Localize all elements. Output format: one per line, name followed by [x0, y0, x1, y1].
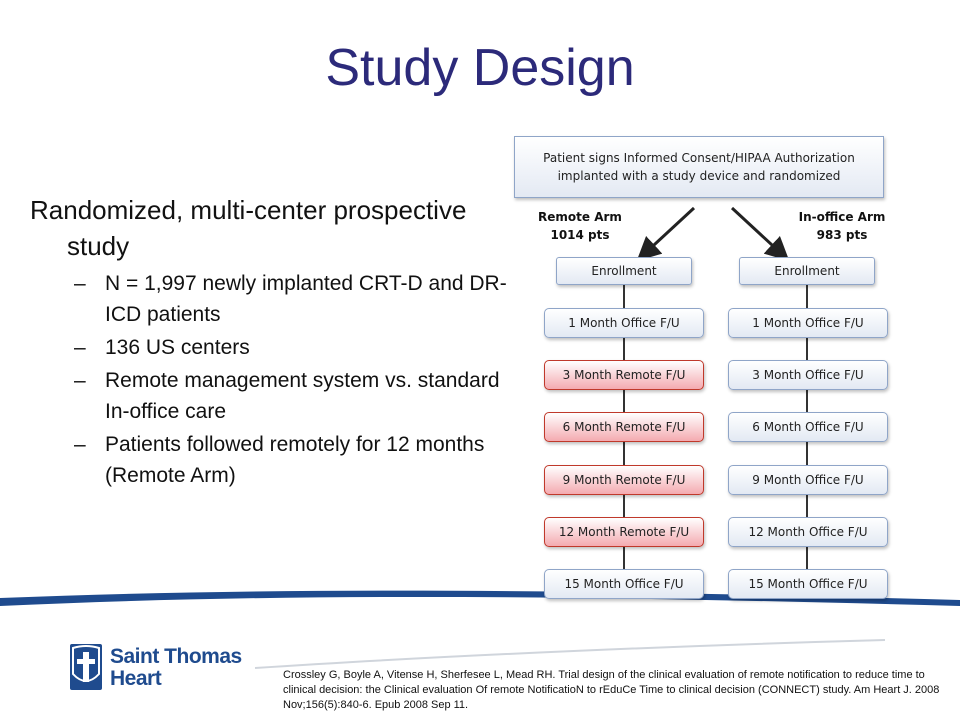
- office-node-9-month: 9 Month Office F/U: [728, 465, 888, 495]
- remote-node-enrollment: Enrollment: [556, 257, 692, 285]
- office-node-15-month: 15 Month Office F/U: [728, 569, 888, 599]
- remote-node-12-month: 12 Month Remote F/U: [544, 517, 704, 547]
- sub-bullet-text: Patients followed remotely for 12 months (Remote Arm): [105, 433, 485, 487]
- remote-node-1-month: 1 Month Office F/U: [544, 308, 704, 338]
- office-node-6-month: 6 Month Office F/U: [728, 412, 888, 442]
- office-node-3-month: 3 Month Office F/U: [728, 360, 888, 390]
- logo-text-line2: Heart: [110, 667, 162, 690]
- bullet-dash: –: [74, 369, 86, 392]
- page-title: Study Design: [325, 39, 635, 97]
- office-arm-label: [782, 208, 902, 244]
- arrow-to-remote-arm: [641, 208, 694, 257]
- logo-text-line1: Saint Thomas: [110, 645, 242, 668]
- office-node-12-month: 12 Month Office F/U: [728, 517, 888, 547]
- bullet-dash: –: [74, 272, 86, 295]
- remote-arm-name: Remote Arm: [538, 210, 622, 224]
- sub-bullet-text: N = 1,997 newly implanted CRT-D and DR-ICD patients: [105, 272, 507, 326]
- consent-line: implanted with a study device and randomized: [557, 169, 841, 183]
- remote-arm-label: [520, 208, 640, 244]
- saint-thomas-logo: [70, 642, 250, 692]
- remote-node-3-month: 3 Month Remote F/U: [544, 360, 704, 390]
- consent-line: Patient signs Informed Consent/HIPAA Authorization: [543, 151, 855, 165]
- arrow-to-office-arm: [732, 208, 785, 257]
- office-node-enrollment: Enrollment: [739, 257, 875, 285]
- bullet-dash: –: [74, 433, 86, 456]
- sub-bullet-text: Remote management system vs. standard In-office care: [105, 369, 500, 423]
- cross-icon: [70, 644, 102, 690]
- remote-node-6-month: 6 Month Remote F/U: [544, 412, 704, 442]
- sub-bullet-text: 136 US centers: [105, 336, 250, 359]
- remote-node-9-month: 9 Month Remote F/U: [544, 465, 704, 495]
- office-arm-count: 983 pts: [816, 228, 868, 242]
- citation: Crossley G, Boyle A, Vitense H, Sherfesee L, Mead RH. Trial design of the clinical evaluation of remote notification to reduce time to clinical decision: the Clinical evaluation Of remote NotificatioN to rEduCe Time to clinical decision (CONNECT) study. Am Heart J. 2008 Nov;156(5):840-6. Epub 2008 Sep 11.: [283, 669, 940, 711]
- remote-arm-count: 1014 pts: [550, 228, 610, 242]
- office-arm-name: In-office Arm: [798, 210, 886, 224]
- main-bullet: Randomized, multi-center prospective study: [30, 195, 467, 261]
- bullet-dash: –: [74, 336, 86, 359]
- office-node-1-month: 1 Month Office F/U: [728, 308, 888, 338]
- remote-node-15-month: 15 Month Office F/U: [544, 569, 704, 599]
